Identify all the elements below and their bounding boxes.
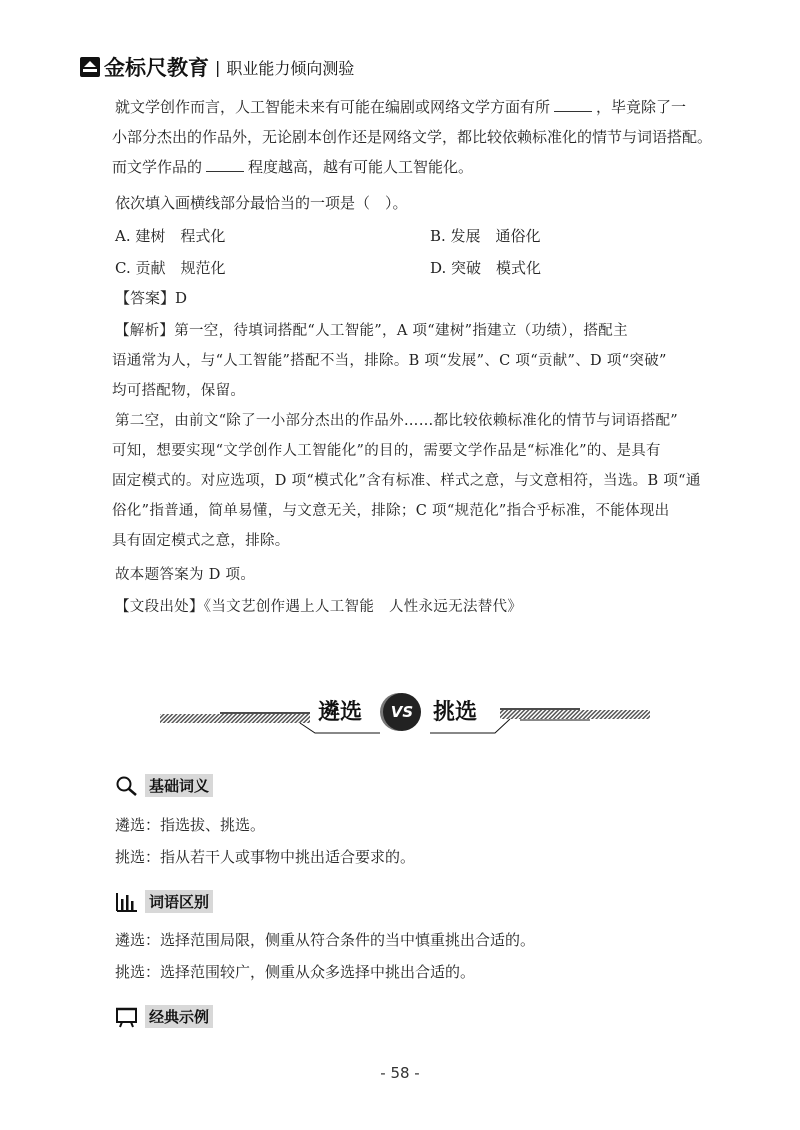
vs-badge: VS [383,693,421,731]
section-example-heading [115,1005,213,1028]
analysis-conclusion: 故本题答案为 D 项。 [115,567,256,583]
analysis-line: 具有固定模式之意，排除。 [112,533,290,549]
page-header [80,50,354,84]
analysis-line: 均可搭配物，保留。 [112,383,246,399]
diff-line-2: 挑选：选择范围较广，侧重从众多选择中挑出合适的。 [115,963,476,981]
question-line-1: 就文学创作而言，人工智能未来有可能在编剧或网络文学方面有所 ，毕竟除了一 [115,98,687,116]
presentation-board-icon [115,1006,139,1028]
vs-right-word: 挑选 [433,700,478,725]
blank-2 [206,157,244,172]
logo-icon [80,57,100,77]
analysis-line: 【解析】第一空，待填词搭配“人工智能”，A 项“建树”指建立（功绩），搭配主 [115,323,628,339]
header-subtitle: 职业能力倾向测验 [226,58,355,78]
page-number: - 58 - [380,1064,420,1082]
diff-line-1: 遴选：选择范围局限，侧重从符合条件的当中慎重挑出合适的。 [115,931,536,949]
header-separator: | [215,57,221,77]
analysis-line: 可知，想要实现“文学创作人工智能化”的目的，需要文学作品是“标准化”的、是具有 [112,443,661,459]
analysis-line: 俗化”指普通，简单易懂，与文意无关，排除；C 项“规范化”指合乎标准，不能体现出 [112,503,670,519]
section-diff-title: 词语区别 [145,890,213,913]
analysis-line: 语通常为人，与“人工智能”搭配不当，排除。B 项“发展”、C 项“贡献”、D 项“突破” [112,353,667,369]
option-c: C. 贡献 规范化 [115,259,226,277]
option-a: A. 建树 程式化 [115,227,226,245]
blank-1 [554,97,592,112]
question-line-3: 而文学作品的 程度越高，越有可能人工智能化。 [112,158,474,176]
basic-line-2: 挑选：指从若干人或事物中挑出适合要求的。 [115,848,416,866]
magnifier-icon [115,775,139,797]
option-d: D. 突破 模式化 [430,259,542,277]
answer: 【答案】D [115,289,188,307]
section-basic-title: 基础词义 [145,774,213,797]
section-diff-heading [115,890,213,913]
brand-name: 金标尺教育 [104,56,209,80]
vs-left-word: 遴选 [318,700,363,725]
option-b: B. 发展 通俗化 [430,227,541,245]
section-example-title: 经典示例 [145,1005,213,1028]
analysis-line: 固定模式的。对应选项，D 项“模式化”含有标准、样式之意，与文意相符，当选。B 项“通 [112,473,701,489]
section-basic-heading [115,774,213,797]
bar-chart-icon [115,891,139,913]
source-citation: 【文段出处】《当文艺创作遇上人工智能 人性永远无法替代》 [115,599,523,615]
analysis-line: 第二空，由前文“除了一小部分杰出的作品外……都比较依赖标准化的情节与词语搭配” [115,413,679,429]
question-line-2: 小部分杰出的作品外，无论剧本创作还是网络文学，都比较依赖标准化的情节与词语搭配。 [112,128,713,146]
basic-line-1: 遴选：指选拔、挑选。 [115,816,266,834]
question-prompt: 依次填入画横线部分最恰当的一项是（ ）。 [115,194,408,212]
